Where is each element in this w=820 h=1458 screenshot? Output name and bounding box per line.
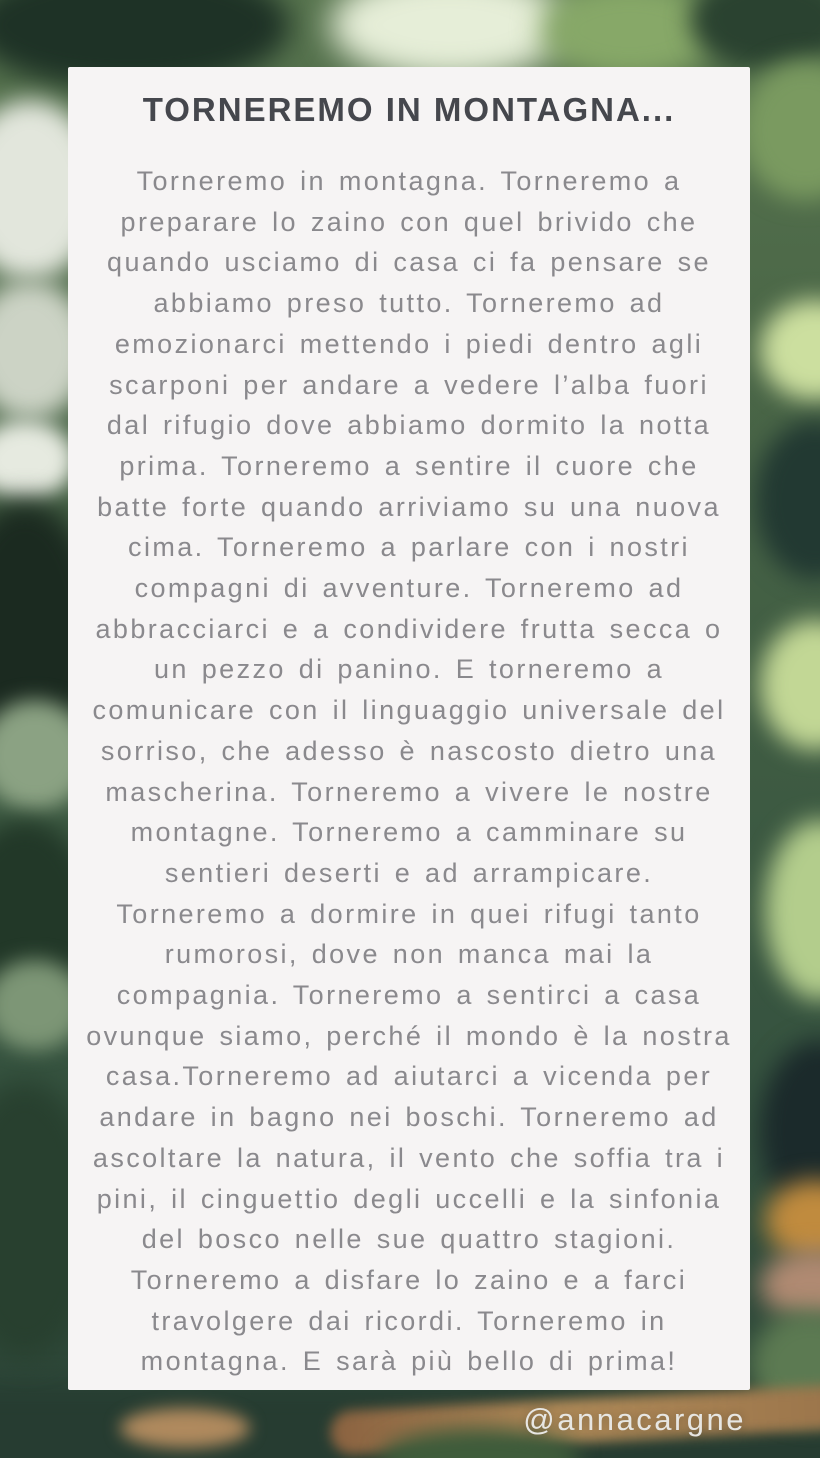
foliage-blob [755,420,820,580]
watermark-username: @annacargne [523,1402,746,1437]
foliage-blob [740,60,820,200]
bokeh-highlight-blob [760,300,820,400]
quote-card [68,67,750,1390]
bokeh-highlight-blob [760,620,820,750]
sky-gap-blob [0,420,75,500]
quote-title: TORNEREMO IN MONTAGNA... [142,91,676,128]
foliage-blob [765,1180,820,1260]
bokeh-highlight-blob [765,820,820,1000]
quote-body: Torneremo in montagna. Torneremo a preparare lo zaino con quel brivido che quando usciamo di casa ci fa pensare se abbiamo preso tutto. Torneremo ad emozionarci mettendo i piedi dentro agli scarponi per andare a vedere l’alba fuori dal rifugio dove abbiamo dormito la notta prima. Torneremo a sentire il cuore che batte forte quando arriviamo su una nuova cima. Torneremo a parlare con i nostri compagni di avventure. Torneremo ad abbracciarci e a condividere frutta secca o un pezzo di panino. E torneremo a comunicare con il linguaggio universale del sorriso, che adesso è nascosto dietro una mascherina. Torneremo a vivere le nostre montagne. Torneremo a camminare su sentieri deserti e ad arrampicare. Torneremo a dormire in quei rifugi tanto rumorosi, dove non manca mai la compagnia. Torneremo a sentirci a casa ovunque siamo, perché il mondo è la nostra casa.Torneremo ad aiutarci a vicenda per andare in bagno nei boschi. Torneremo ad ascoltare la natura, il vento che soffia tra i pini, il cinguettio degli uccelli e la sinfonia del bosco nelle sue quattro stagioni. Torneremo a disfare lo zaino e a farci travolgere dai ricordi. Torneremo in montagna. E sarà più bello di prima! [86,166,732,1377]
fallen-branch [120,1408,250,1448]
